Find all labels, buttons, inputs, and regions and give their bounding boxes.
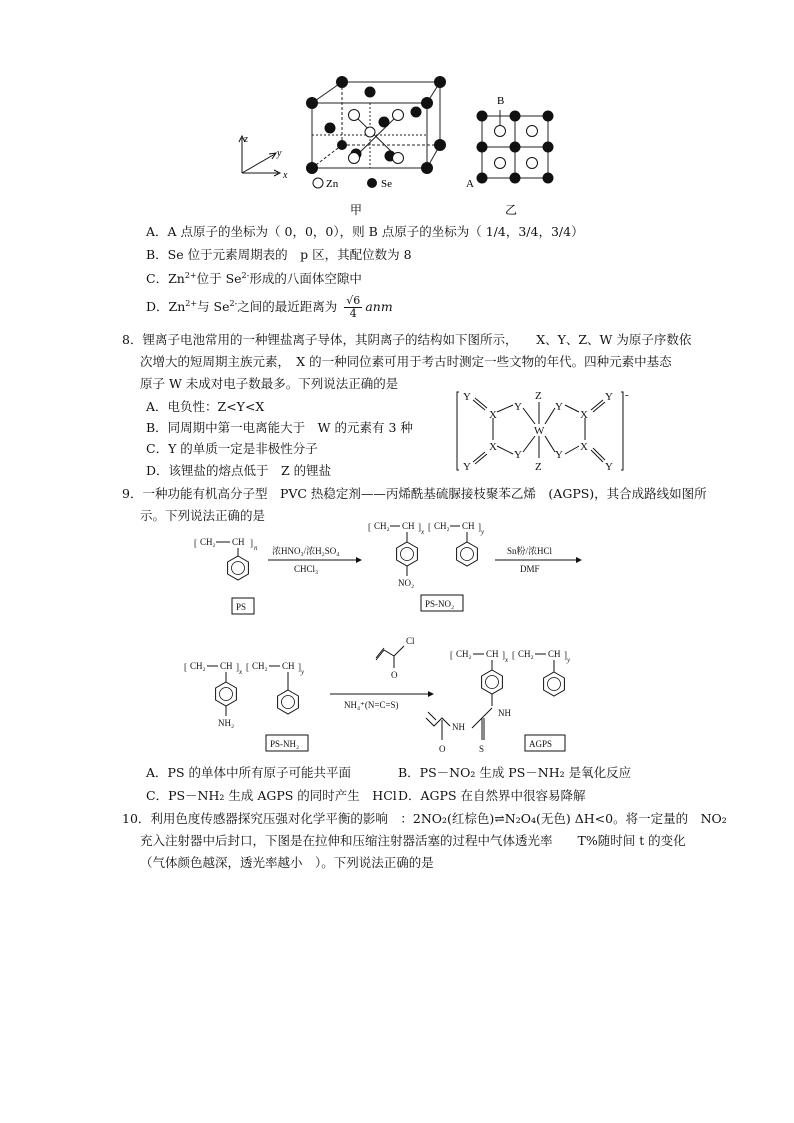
q8-stem-line2: 次增大的短周期主族元素， X 的一种同位素可用于考古时测定一些文物的年代。四种元素中基态 (140, 354, 672, 369)
svg-text:O: O (391, 670, 398, 680)
crystal-figure (230, 70, 570, 220)
svg-text:Y: Y (463, 461, 471, 473)
svg-text:CH: CH (232, 537, 245, 547)
svg-text:y: y (301, 668, 305, 676)
ps-no2-structure (368, 522, 485, 588)
svg-text:NH₄⁺(N=C=S): NH₄⁺(N=C=S) (344, 700, 399, 710)
legend-se-label: Se (381, 178, 392, 190)
svg-text:[: [ (184, 662, 187, 672)
svg-text:Z: Z (535, 461, 542, 473)
q8-option-c: C．Y 的单质一定是非极性分子 (146, 441, 318, 456)
svg-text:CH: CH (282, 661, 295, 671)
svg-text:CH: CH (220, 661, 233, 671)
point-A-label: A (466, 178, 474, 190)
q9-option-a: A．PS 的单体中所有原子可能共平面 (146, 765, 351, 780)
svg-text:x: x (505, 656, 509, 664)
svg-text:[: [ (368, 522, 371, 532)
svg-text:Z: Z (535, 390, 542, 402)
svg-text:]: ] (478, 522, 481, 532)
svg-text:[: [ (246, 662, 249, 672)
svg-text:PS-NH₂: PS-NH₂ (270, 739, 300, 749)
figure-label-jia: 甲 (350, 203, 363, 217)
svg-text:NH: NH (452, 722, 465, 732)
svg-text:Y: Y (555, 401, 563, 413)
svg-text:]: ] (298, 662, 301, 672)
svg-text:CH: CH (462, 522, 475, 531)
svg-text:CH₂: CH₂ (434, 522, 450, 531)
svg-text:浓HNO₃/浓H₂SO₄: 浓HNO₃/浓H₂SO₄ (272, 546, 340, 556)
svg-text:[: [ (194, 538, 197, 548)
figure-label-yi: 乙 (505, 203, 518, 217)
q9-stem-line2: 示。下列说法正确的是 (140, 508, 266, 523)
svg-text:Y: Y (514, 401, 522, 413)
svg-text:CH₂: CH₂ (374, 522, 390, 531)
svg-text:AGPS: AGPS (529, 739, 553, 749)
q9-option-c: C．PS－NH₂ 生成 AGPS 的同时产生 HCl (146, 788, 397, 803)
svg-text:]: ] (236, 662, 239, 672)
q10-stem-line1: 10．利用色度传感器探究压强对化学平衡的影响 ：2NO₂(红棕色)⇌N₂O₄(无色) ΔH<0。将一定量的 NO₂ (122, 811, 727, 826)
anion-structure (455, 388, 635, 474)
axis-x-label: x (283, 170, 288, 181)
q7-option-d: D．$Zn^{2+}$与 $Se^{2-}$之间的最近距离为 $\frac{√6}{4}$ anm (146, 294, 393, 320)
svg-text:[: [ (512, 650, 515, 660)
svg-text:CH₂: CH₂ (200, 537, 216, 547)
svg-text:]: ] (418, 522, 421, 532)
svg-text:NO₂: NO₂ (398, 578, 415, 588)
svg-text:Y: Y (514, 449, 522, 461)
q8-stem-line3: 原子 W 未成对电子数最多。下列说法正确的是 (140, 376, 399, 391)
svg-text:x: x (239, 668, 243, 676)
svg-text:CH: CH (402, 522, 415, 531)
svg-text:X: X (580, 409, 588, 421)
ps-structure (194, 537, 258, 580)
svg-text:PS-NO₂: PS-NO₂ (425, 599, 455, 609)
synthesis-scheme (180, 522, 620, 762)
svg-text:X: X (489, 441, 497, 453)
svg-text:Sn粉/浓HCl: Sn粉/浓HCl (507, 546, 553, 556)
point-B-label: B (497, 95, 505, 107)
q7-option-c: C．$Zn^{2+}$位于 $Se^{2-}$形成的八面体空隙中 (146, 271, 362, 287)
svg-text:Cl: Cl (406, 636, 415, 646)
svg-text:X: X (489, 409, 497, 421)
q8-option-d: D．该锂盐的熔点低于 Z 的锂盐 (146, 463, 332, 478)
svg-text:DMF: DMF (520, 564, 540, 574)
svg-text:CH₂: CH₂ (190, 661, 206, 671)
q9-stem-line1: 9．一种功能有机高分子型 PVC 热稳定剂——丙烯酰基硫脲接枝聚苯乙烯 (AGPS)，其合成路线如图所 (122, 486, 707, 501)
svg-text:y: y (481, 528, 485, 536)
se-legend-icon (367, 178, 377, 188)
svg-text:O: O (439, 744, 446, 754)
svg-text:x: x (421, 528, 425, 536)
svg-text:Y: Y (605, 461, 613, 473)
q8-option-a: A．电负性：Z<Y<X (146, 399, 265, 414)
svg-text:NH: NH (498, 708, 511, 718)
svg-text:n: n (254, 544, 258, 552)
svg-text:NH₂: NH₂ (218, 718, 235, 728)
distance-fraction: $\frac{√6}{4}$ (346, 294, 361, 320)
svg-text:Y: Y (463, 391, 471, 403)
svg-text:PS: PS (236, 602, 247, 612)
svg-text:]: ] (250, 538, 253, 548)
svg-text:Y: Y (555, 449, 563, 461)
svg-text:[: [ (428, 522, 431, 532)
q8-option-b: B．同周期中第一电离能大于 W 的元素有 3 种 (146, 420, 413, 435)
svg-text:-: - (625, 389, 629, 401)
svg-text:CH₂: CH₂ (252, 661, 268, 671)
q9-option-d: D．AGPS 在自然界中很容易降解 (398, 788, 586, 803)
q9-option-b: B．PS－NO₂ 生成 PS－NH₂ 是氧化反应 (398, 765, 632, 780)
q10-stem-line2: 充入注射器中后封口，下图是在拉伸和压缩注射器活塞的过程中气体透光率 T%随时间 t 的变化 (140, 833, 686, 848)
svg-text:Y: Y (605, 391, 613, 403)
axis-z-label: z (244, 134, 248, 145)
svg-text:W: W (534, 425, 545, 437)
q8-stem-line1: 8．锂离子电池常用的一种锂盐离子导体，其阴离子的结构如下图所示， X、Y、Z、W 为原子序数依 (122, 332, 692, 347)
se-atoms (306, 76, 446, 174)
svg-text:CH: CH (486, 649, 499, 659)
ps-nh2-structure (184, 661, 305, 728)
q7-option-b: B．Se 位于元素周期表的 p 区，其配位数为 8 (146, 247, 412, 262)
q10-stem-line3: （气体颜色越深，透光率越小 ）。下列说法正确的是 (140, 855, 434, 870)
svg-text:CHCl₃: CHCl₃ (294, 564, 319, 574)
zn-legend-icon (313, 178, 323, 188)
svg-text:]: ] (564, 650, 567, 660)
svg-text:X: X (580, 441, 588, 453)
q7-option-a: A．A 点原子的坐标为（ 0，0，0），则 B 点原子的坐标为（ 1/4，3/4，3/4） (146, 224, 584, 239)
svg-text:y: y (567, 656, 571, 664)
svg-text:CH₂: CH₂ (518, 649, 534, 659)
svg-text:CH: CH (548, 649, 561, 659)
svg-text:]: ] (502, 650, 505, 660)
axis-y-label: y (277, 148, 282, 159)
svg-text:[: [ (450, 650, 453, 660)
legend-zn-label: Zn (326, 178, 339, 190)
svg-text:S: S (479, 744, 485, 754)
svg-text:CH₂: CH₂ (456, 649, 472, 659)
